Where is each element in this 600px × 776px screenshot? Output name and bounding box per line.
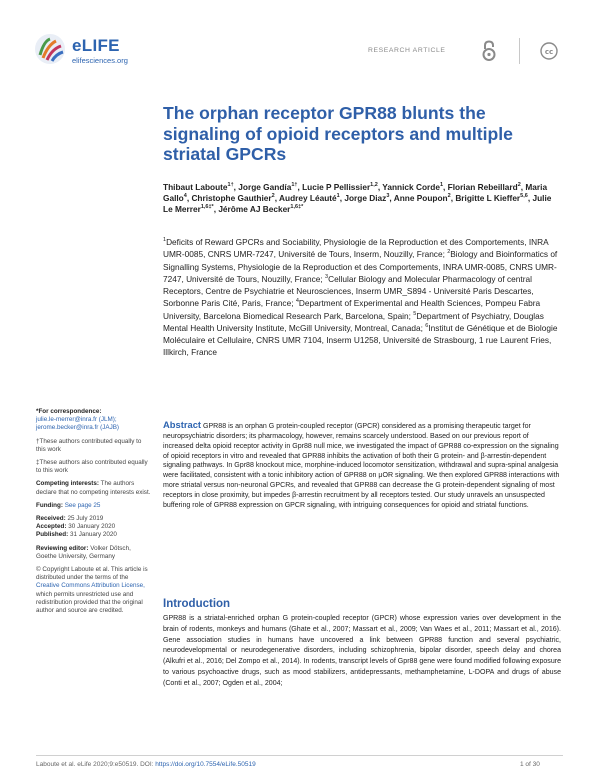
citation-text: Laboute et al. eLife 2020;9:e50519. DOI: xyxy=(36,761,154,768)
article-type-label: RESEARCH ARTICLE xyxy=(368,47,446,54)
license-link[interactable]: Creative Commons Attribution License, xyxy=(36,582,145,590)
author-affiliation-mark: 1 xyxy=(439,182,443,189)
author-affiliation-mark: 1,6‡* xyxy=(200,204,214,211)
footer-divider xyxy=(36,755,563,756)
published-date: 31 January 2020 xyxy=(69,531,117,539)
author-name: Brigitte L Kieffer xyxy=(455,193,521,204)
brand-url[interactable]: elifesciences.org xyxy=(72,56,128,65)
competing-label: Competing interests: xyxy=(36,480,99,488)
article-title: The orphan receptor GPR88 blunts the signaling of opioid receptors and multiple striatal GPCRs xyxy=(163,103,513,164)
author-affiliation-mark: 2 xyxy=(271,193,275,200)
author-name: Maria Gallo xyxy=(163,182,548,204)
author-affiliation-mark: 3 xyxy=(386,193,390,200)
article-sidebar xyxy=(36,408,152,620)
affiliation-number: 4 xyxy=(295,298,299,305)
affiliation-number: 5 xyxy=(413,310,417,317)
open-access-icon xyxy=(480,40,498,62)
elife-logo-icon xyxy=(34,33,66,65)
dates xyxy=(36,515,152,540)
affiliation-text: Deficits of Reward GPCRs and Sociability, Physiologie de la Reproduction et des Comportements, INRA UMR-0085, CNRS UMR-7247, Université de Tours, Inserm, Nouzilly, France; xyxy=(163,237,549,260)
author-affiliation-mark: 1† xyxy=(227,182,234,189)
footer-citation xyxy=(36,761,256,768)
abstract-text: GPR88 is an orphan G protein-coupled receptor (GPCR) considered as a promising therapeutic target for neuropsychiatric disorders; its pharmacology, however, remains scarcely understood. Based on our previous report of increased delta opioid receptor activity in Gpr88 null mice, we investigated the impact of GPR88 co-expression on the signaling of opioid receptors in vitro and revealed that GPR88 inhibits the activation of both their G protein- and β-arrestin-dependent signaling pathways. In Gpr88 knockout mice, morphine-induced locomotor sensitization, withdrawal and supra-spinal analgesia were facilitated, consistent with a tonic inhibitory action of GPR88 on μOR signaling. We then explored GPR88 interactions with more striatal versus non-neuronal GPCRs, and revealed that GPR88 can decrease the G protein-dependent signaling of most receptors in close proximity, but impedes β-arrestin recruitment by all receptors tested. Our study unravels an unsuspected buffering role of GPR88 expression on GPCR signaling, with intriguing consequences for opioid and striatal functions. xyxy=(163,423,560,509)
funding-label: Funding: xyxy=(36,501,63,509)
author-affiliation-mark: 1,6‡* xyxy=(290,204,304,211)
competing-interests xyxy=(36,480,152,496)
author-affiliation-mark: 1,2 xyxy=(370,182,378,189)
affiliation-text: Cellular Biology and Molecular Pharmacology of central Receptors, Centre de Psychiatrie et Neurosciences, Inserm UMR_S894 - Université Paris Descartes, Sorbonne Paris Cité, Paris, France; xyxy=(163,273,534,309)
author-affiliation-mark: 5,6 xyxy=(520,193,528,200)
author-name: Jorge Diaz xyxy=(344,193,387,204)
author-list: Thibaut Laboute$^{1\dagger}$, Jorge Gandía$^{1\dagger}$, Lucie P Pellissier$^{1,2}$, Yannick Corde$^1$, Florian Rebeillard$^2$, Maria Gallo$^4$, Christophe Gauthier$^2$, Audrey Léauté$^1$, Jorge Diaz$^3$, Anne Poupon$^2$, Brigitte L Kieffer$^{5,6}$, Julie Le Merrer$^{1,6\ddagger*}$, Jérôme AJ Becker$^{1,6\ddagger*}$ xyxy=(163,182,552,215)
funding xyxy=(36,502,152,510)
author-affiliation-mark: 1† xyxy=(291,182,298,189)
editor-label: Reviewing editor: xyxy=(36,544,89,552)
author-name: Christophe Gauthier xyxy=(191,193,272,204)
header-divider xyxy=(519,38,520,64)
author-affiliation-mark: 1 xyxy=(336,193,340,200)
page-number: 1 of 30 xyxy=(520,761,540,768)
author-name: Julie Le Merrer xyxy=(163,193,552,215)
affiliation-text: Biology and Bioinformatics of Signalling Systems, Physiologie de la Reproduction et des Comportements, INRA UMR-0085, CNRS UMR-7247, Université de Tours, Nouzilly, France; xyxy=(163,249,558,284)
author-name: Thibaut Laboute xyxy=(163,182,228,192)
contrib-note: †These authors contributed equally to this work xyxy=(36,437,142,453)
correspondence-block xyxy=(36,408,152,433)
contrib-note: ‡These authors also contributed equally to this work xyxy=(36,459,148,475)
affiliation-text: Institut de Génétique et de Biologie Moléculaire et Cellulaire, CNRS UMR 7104, Inserm U1258, Université de Strasbourg, 1 rue Laurent Fries, Illkirch, France xyxy=(163,322,558,358)
affiliation-number: 6 xyxy=(425,322,429,329)
email-link[interactable]: jerome.becker@inra.fr (JAJB) xyxy=(36,424,120,432)
intro-paragraph: GPR88 is a striatal-enriched orphan G protein-coupled receptor (GPCR) whose expression varies over development in the brain of rodents, monkeys and humans (Ghate et al., 2007; Massart et al., 2009; Van Waes et al., 2011; Massart et al., 2016). Gene association studies in humans have uncovered a link between GPR88 function and several psychiatric, neurodevelopmental or neurodegenerative disorders, including schizophrenia, bipolar disorder, speech delay and chorea (Alkufri et al., 2016; Del Zompo et al., 2014). In rodents, transcript levels of Gpr88 gene were found modified following exposure to various psychoactive drugs, such as mood stabilizers, antidepressants, methamphetamine, L-DOPA and drugs of abuse (Conti et al., 2007; Ogden et al., 2004; xyxy=(163,615,561,687)
author-name: Jérôme AJ Becker xyxy=(218,204,291,215)
affiliation-number: 3 xyxy=(325,273,329,280)
received-date: 25 July 2019 xyxy=(67,515,104,523)
abstract xyxy=(163,420,561,511)
author-affiliation-mark: 2 xyxy=(447,193,451,200)
affiliation-number: 1 xyxy=(163,237,167,244)
correspondence-label: *For correspondence: xyxy=(36,408,102,415)
affiliation-list xyxy=(163,236,563,359)
received-label: Received: xyxy=(36,515,66,523)
author-name: Lucie P Pellissier xyxy=(302,182,371,192)
accepted-label: Accepted: xyxy=(36,523,67,531)
copyright-text: © Copyright Laboute et al. This article is distributed under the terms of the xyxy=(36,566,148,582)
reviewing-editor xyxy=(36,545,152,561)
section-heading: Introduction xyxy=(163,598,231,610)
editor-name: Volker Dötsch, Goethe University, Germany xyxy=(36,544,131,560)
affiliation-text: Department of Psychiatry, Douglas Mental Health University Institute, McGill University, Montreal, Canada; xyxy=(163,310,544,333)
doi-link[interactable]: https://doi.org/10.7554/eLife.50519 xyxy=(155,761,256,768)
accepted-date: 30 January 2020 xyxy=(68,523,116,531)
author-name: Jorge Gandía xyxy=(238,182,292,192)
author-name: Yannick Corde xyxy=(382,182,440,192)
author-name: Florian Rebeillard xyxy=(447,182,518,192)
affiliation-number: 2 xyxy=(447,249,451,256)
author-affiliation-mark: 2 xyxy=(517,182,521,189)
affiliation-text: Department of Experimental and Health Sciences, Pompeu Fabra University, Barcelona Biomedical Research Park, Barcelona, Spain; xyxy=(163,298,541,321)
svg-text:cc: cc xyxy=(544,48,554,56)
creative-commons-icon xyxy=(540,42,558,60)
author-name: Audrey Léauté xyxy=(279,193,337,204)
copyright-text-end: which permits unrestricted use and redistribution provided that the original author and source are credited. xyxy=(36,590,143,615)
author-name: Anne Poupon xyxy=(393,193,448,204)
abstract-label: Abstract xyxy=(163,419,202,430)
author-affiliation-mark: 4 xyxy=(183,193,187,200)
competing-text: The authors declare that no competing interests exist. xyxy=(36,480,151,496)
email-link[interactable]: julie.le-merrer@inra.fr (JLM); xyxy=(36,416,117,424)
published-label: Published: xyxy=(36,531,69,539)
funding-link[interactable]: See page 25 xyxy=(64,501,101,509)
brand-name[interactable]: eLIFE xyxy=(72,36,120,55)
copyright xyxy=(36,566,152,615)
